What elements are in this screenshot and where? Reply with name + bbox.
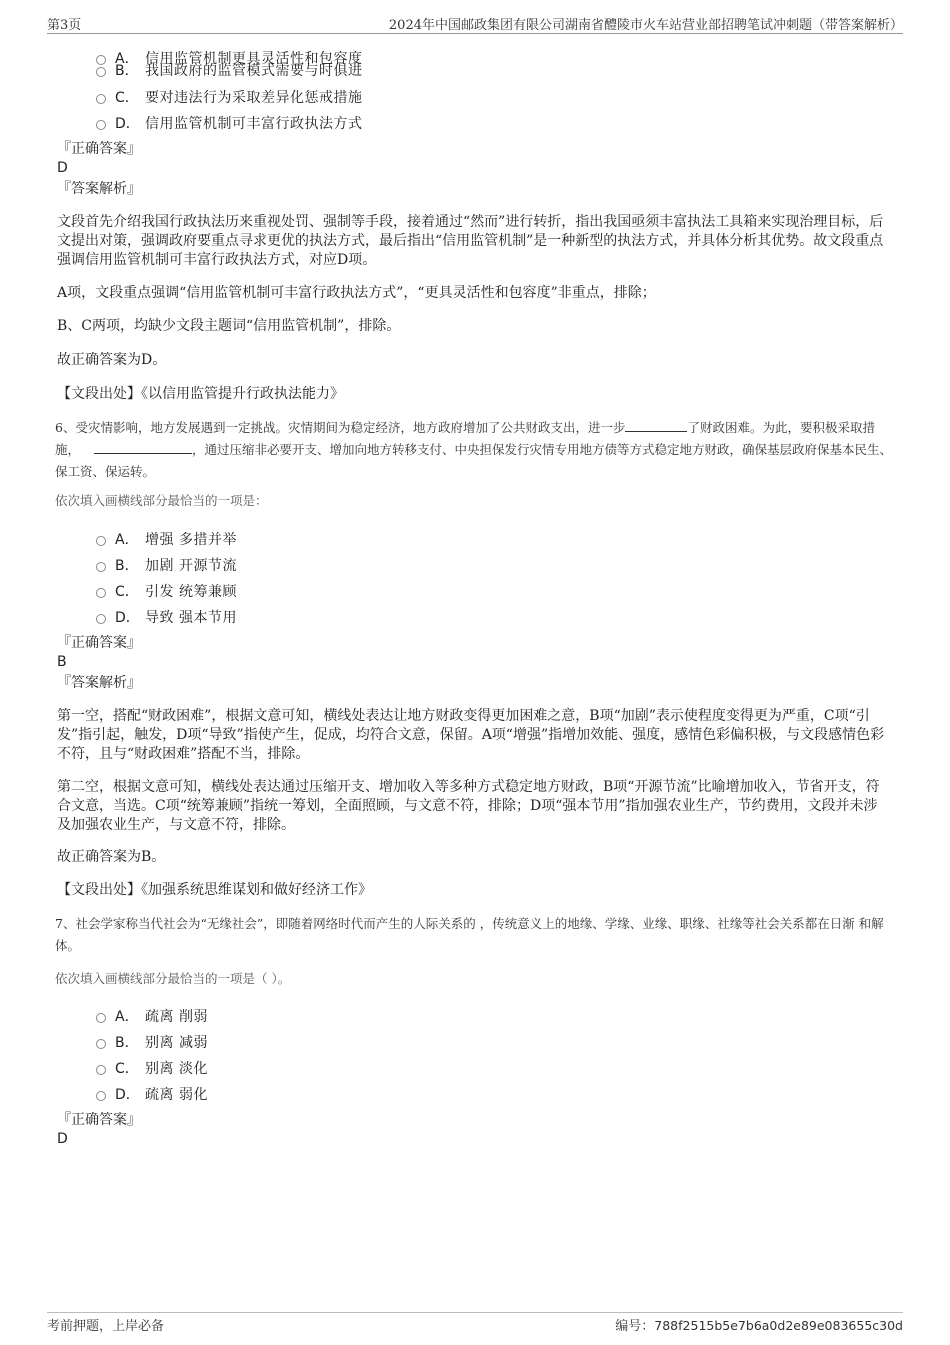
q7-stem: 7、社会学家称当代社会为“无缘社会”，即随着网络时代而产生的人际关系的 ，传统意义上的地缘、学缘、业缘、职缘、社缘等社会关系都在日渐 和解体。 bbox=[55, 916, 884, 953]
q6-prompt: 依次填入画横线部分最恰当的一项是： bbox=[55, 493, 268, 508]
radio-button[interactable] bbox=[96, 1065, 106, 1075]
radio-button[interactable] bbox=[96, 588, 106, 598]
fill-blank-2 bbox=[94, 441, 192, 454]
q7-answer: D bbox=[57, 1131, 68, 1147]
q6-analysis-conclusion: 故正确答案为B。 bbox=[57, 849, 166, 865]
q5-answer-label: 『正确答案』 bbox=[57, 141, 141, 157]
document-code: 编号：788f2515b5e7b6a0d2e89e083655c30d bbox=[615, 1318, 903, 1334]
document-title: 2024年中国邮政集团有限公司湖南省醴陵市火车站营业部招聘笔试冲刺题（带答案解析） bbox=[388, 18, 903, 33]
q6-analysis-paragraph: 第一空，搭配“财政困难”，根据文意可知，横线处表达让地方财政变得更加困难之意，B项“加剧”表示使程度变得更为严重，C项“引发”指引起，触发，D项“导致”指使产生，促成，均符合文意，保留。A项“增强”指增加效能、强度，感情色彩偏积极，与文段感情色彩不符，且与“财政困难”搭配不当，排除。 bbox=[57, 708, 885, 762]
radio-button[interactable] bbox=[96, 67, 106, 77]
q5-analysis-paragraph: 文段首先介绍我国行政执法历来重视处罚、强制等手段，接着通过“然而”进行转折，指出我国亟须丰富执法工具箱来实现治理目标，后文提出对策，强调政府要重点寻求更优的执法方式，最后指出“信用监管机制”是一种新型的执法方式，并具体分析其优势。故文段重点强调信用监管机制可丰富行政执法方式，对应D项。 bbox=[57, 214, 884, 268]
q5-analysis-paragraph: B、C两项，均缺少文段主题词“信用监管机制”，排除。 bbox=[57, 318, 401, 334]
radio-button[interactable] bbox=[96, 94, 106, 104]
radio-button[interactable] bbox=[96, 1039, 106, 1049]
q5-analysis-paragraph: A项，文段重点强调“信用监管机制可丰富行政执法方式”，“更具灵活性和包容度”非重点，排除； bbox=[57, 285, 656, 301]
radio-button[interactable] bbox=[96, 55, 106, 65]
footer-divider bbox=[47, 1312, 903, 1313]
q7-prompt: 依次填入画横线部分最恰当的一项是（ ）。 bbox=[55, 971, 291, 986]
q6-analysis-label: 『答案解析』 bbox=[57, 675, 141, 691]
q6-answer: B bbox=[57, 654, 67, 670]
q5-answer: D bbox=[57, 160, 68, 176]
q6-source: 【文段出处】《加强系统思维谋划和做好经济工作》 bbox=[57, 882, 372, 898]
footer-slogan: 考前押题，上岸必备 bbox=[47, 1319, 165, 1334]
fill-blank-1 bbox=[625, 419, 687, 432]
q6-analysis-paragraph: 第二空，根据文意可知，横线处表达通过压缩开支、增加收入等多种方式稳定地方财政，B项“开源节流”比喻增加收入，节省开支，符合文意，当选。C项“统筹兼顾”指统一筹划，全面照顾，与文意不符，排除；D项“强本节用”指加强农业生产，节约费用，文段并未涉及加强农业生产，与文意不符，排除。 bbox=[57, 779, 880, 833]
q5-analysis-conclusion: 故正确答案为D。 bbox=[57, 352, 167, 368]
radio-button[interactable] bbox=[96, 536, 106, 546]
header-divider bbox=[47, 33, 903, 34]
q5-source: 【文段出处】《以信用监管提升行政执法能力》 bbox=[57, 386, 344, 402]
q5-analysis-label: 『答案解析』 bbox=[57, 181, 141, 197]
radio-button[interactable] bbox=[96, 562, 106, 572]
radio-button[interactable] bbox=[96, 120, 106, 130]
q6-answer-label: 『正确答案』 bbox=[57, 635, 141, 651]
radio-button[interactable] bbox=[96, 1013, 106, 1023]
q6-stem: 6、受灾情影响，地方发展遇到一定挑战。灾情期间为稳定经济，地方政府增加了公共财政支出，进一步 了财政困难。为此，要积极采取措施， ，通过压缩非必要开支、增加向地方转移支付、中央担保发行灾情专用地方债等方式稳定地方财政，确保基层政府保基本民生、保工资、保运转。 bbox=[55, 420, 893, 479]
page-number: 第3页 bbox=[47, 18, 82, 33]
q7-answer-label: 『正确答案』 bbox=[57, 1112, 141, 1128]
radio-button[interactable] bbox=[96, 614, 106, 624]
radio-button[interactable] bbox=[96, 1091, 106, 1101]
